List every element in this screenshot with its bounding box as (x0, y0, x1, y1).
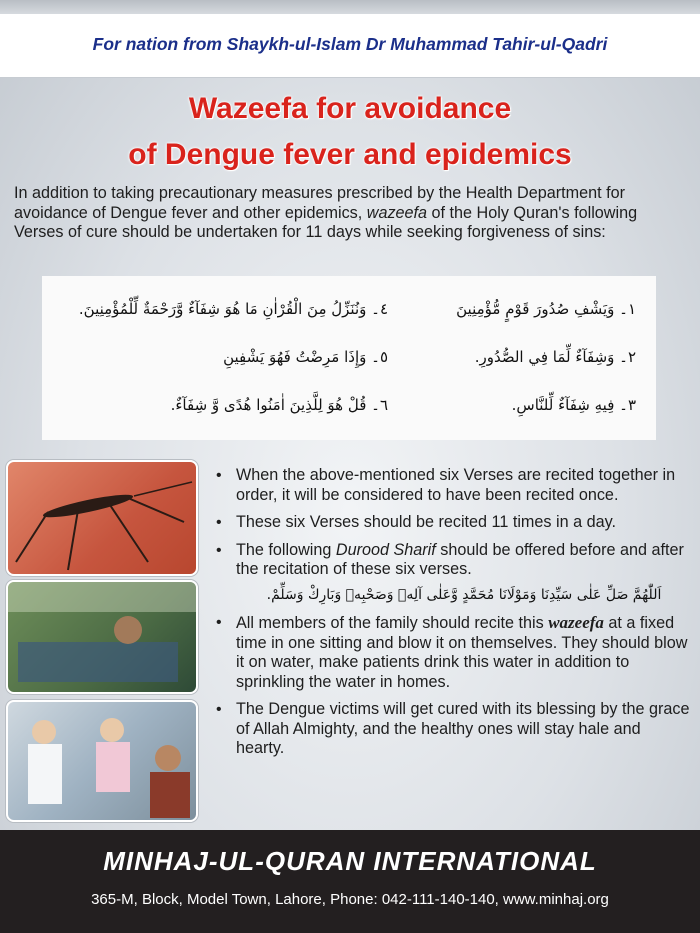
patient-photo (6, 580, 198, 694)
verse-6: ٦۔ قُلْ هُوَ لِلَّذِينَ اٰمَنُوا هُدًى وَّ شِفَآءٌ. (170, 396, 388, 414)
verse-1: ١۔ وَيَشْفِ صُدُورَ قَوْمٍ مُّؤْمِنِينَ (456, 300, 636, 318)
verse-3: ٣۔ فِيهِ شِفَآءٌ لِّلنَّاسِ. (511, 396, 636, 414)
top-strip (0, 0, 700, 14)
intro-text-2: of the Holy Quran's following Verses of cure should be undertaken for 11 days while seeking forgiveness of sins: (14, 203, 638, 241)
list-item (212, 541, 692, 606)
list-item-text: These six Verses should be recited 11 times in a day. (236, 513, 617, 531)
mosquito-photo (6, 460, 198, 576)
header-tagline: For nation from Shaykh-ul-Islam Dr Muhammad Tahir-ul-Qadri (92, 34, 608, 54)
intro-text-1: In addition to taking precautionary measures prescribed by the Health Department for avoidance of Dengue fever and other epidemics, (14, 184, 625, 222)
bullet-marker: • (216, 467, 222, 484)
intro-emphasis: wazeefa (366, 203, 428, 222)
verses-box (42, 276, 656, 440)
list-item (212, 466, 692, 505)
contact-address: 365-M, Block, Model Town, Lahore, Phone: 042-111-140-140, www.minhaj.org (91, 891, 609, 908)
intro-paragraph (14, 184, 690, 243)
list-item-emphasis: wazeefa (548, 613, 604, 632)
list-item-emphasis: Durood Sharif (335, 540, 436, 559)
header-band (0, 14, 700, 78)
list-item-text: When the above-mentioned six Verses are recited together in order, it will be considered to have been recited once. (236, 466, 676, 504)
verse-2: ٢۔ وَشِفَآءٌ لِّمَا فِي الصُّدُورِ. (474, 348, 636, 366)
page-title-line1: Wazeefa for avoidance (188, 92, 512, 125)
bullet-marker: • (216, 514, 222, 531)
list-item (212, 613, 692, 692)
hospital-photo (6, 700, 198, 822)
organization-name: MINHAJ-UL-QURAN INTERNATIONAL (103, 846, 597, 876)
verse-4: ٤۔ وَنُنَزِّلُ مِنَ الْقُرْاٰنِ مَا هُوَ شِفَآءٌ وَّرَحْمَةٌ لِّلْمُؤْمِنِينَ. (78, 300, 388, 318)
bullet-marker: • (216, 541, 222, 559)
bullet-marker: • (216, 701, 222, 718)
bullet-marker: • (216, 614, 222, 631)
footer (0, 830, 700, 933)
list-item-text: at a fixed time in one sitting and blow it on themselves. They should blow it on water, make patients drink this water in addition to sprinkling the water in homes. (236, 614, 688, 691)
instructions-list (212, 466, 692, 767)
list-item-text: All members of the family should recite this (236, 614, 549, 632)
list-item (212, 700, 692, 759)
list-item-text: should be offered before and after the recitation of these six verses. (236, 540, 684, 578)
list-item-text: The Dengue victims will get cured with its blessing by the grace of Allah Almighty, and the healthy ones will stay hale and hearty. (236, 700, 690, 757)
list-item-text: The following (236, 540, 336, 559)
page-title-line2: of Dengue fever and epidemics (128, 138, 572, 171)
verse-5: ٥۔ وَإِذَا مَرِضْتُ فَهُوَ يَشْفِينِ (223, 348, 388, 366)
durood-sharif-text: اَللّٰهُمَّ صَلِّ عَلٰى سَيِّدِنَا وَمَوْلَانَا مُحَمَّدٍ وَّعَلٰى آلِهٖ وَصَحْبِهٖ وَبَارِكْ وَسَلِّمْ. (266, 586, 662, 603)
list-item (212, 513, 692, 533)
